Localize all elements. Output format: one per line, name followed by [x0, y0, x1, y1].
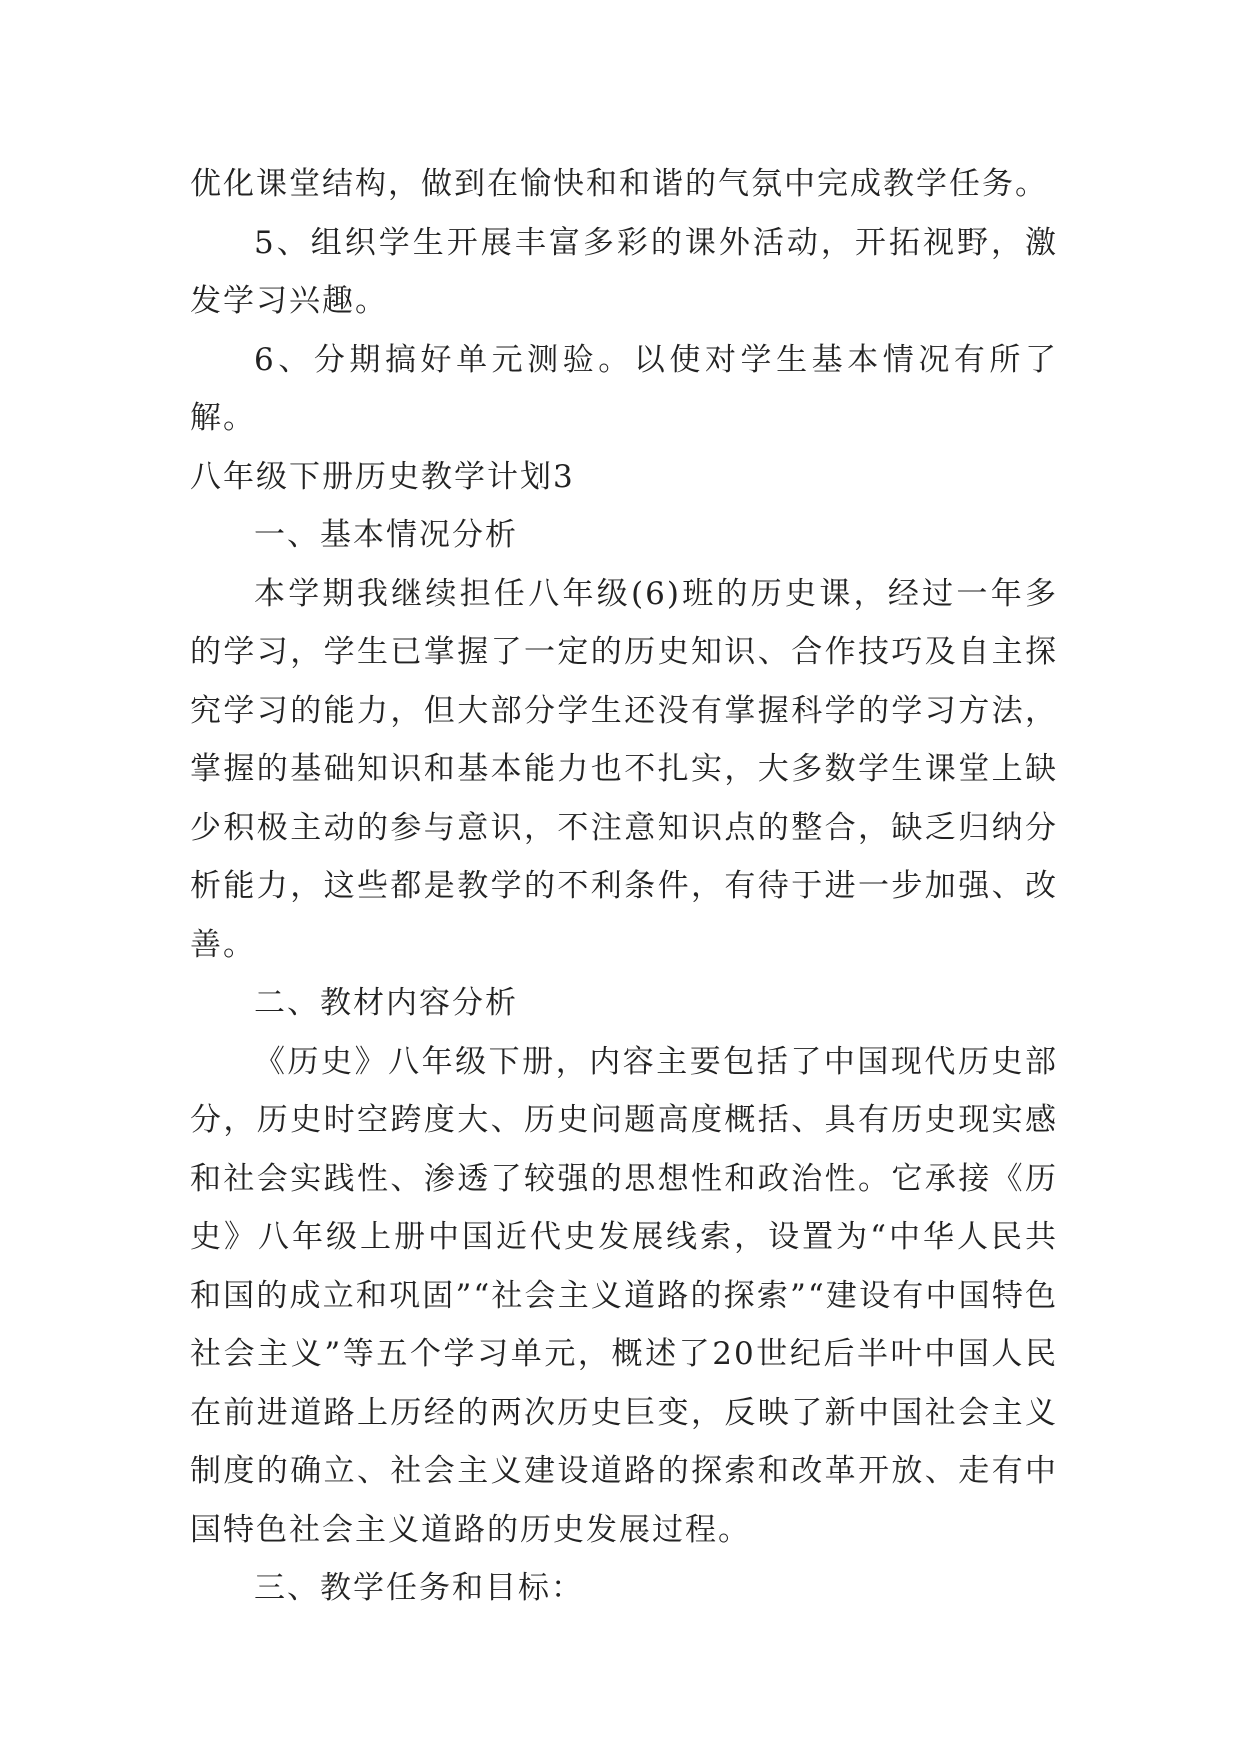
- document-section-title: 八年级下册历史教学计划3: [190, 458, 575, 495]
- section-heading-teaching-goals: 三、教学任务和目标：: [254, 1570, 584, 1606]
- paragraph-item-6: 6、分期搞好单元测验。以使对学生基本情况有所了解。: [190, 341, 1058, 436]
- paragraph-continuation: 优化课堂结构，做到在愉快和和谐的气氛中完成教学任务。: [190, 166, 1048, 202]
- section-heading-textbook-analysis: 二、教材内容分析: [254, 985, 518, 1021]
- paragraph-item-5: 5、组织学生开展丰富多彩的课外活动，开拓视野，激发学习兴趣。: [190, 224, 1058, 319]
- section-body-basic-situation: 本学期我继续担任八年级(6)班的历史课，经过一年多的学习，学生已掌握了一定的历史知识、合作技巧及自主探究学习的能力，但大部分学生还没有掌握科学的学习方法，掌握的基础知识和基本能力也不扎实，大多数学生课堂上缺少积极主动的参与意识，不注意知识点的整合，缺乏归纳分析能力，这些都是教学的不利条件，有待于进一步加强、改善。: [190, 575, 1058, 963]
- document-page: [190, 155, 1058, 1618]
- section-heading-basic-situation: 一、基本情况分析: [254, 517, 518, 553]
- section-body-textbook-analysis: 《历史》八年级下册，内容主要包括了中国现代历史部分，历史时空跨度大、历史问题高度概括、具有历史现实感和社会实践性、渗透了较强的思想性和政治性。它承接《历史》八年级上册中国近代史发展线索，设置为“中华人民共和国的成立和巩固”“社会主义道路的探索”“建设有中国特色社会主义”等五个学习单元，概述了20世纪后半叶中国人民在前进道路上历经的两次历史巨变，反映了新中国社会主义制度的确立、社会主义建设道路的探索和改革开放、走有中国特色社会主义道路的历史发展过程。: [190, 1043, 1058, 1548]
